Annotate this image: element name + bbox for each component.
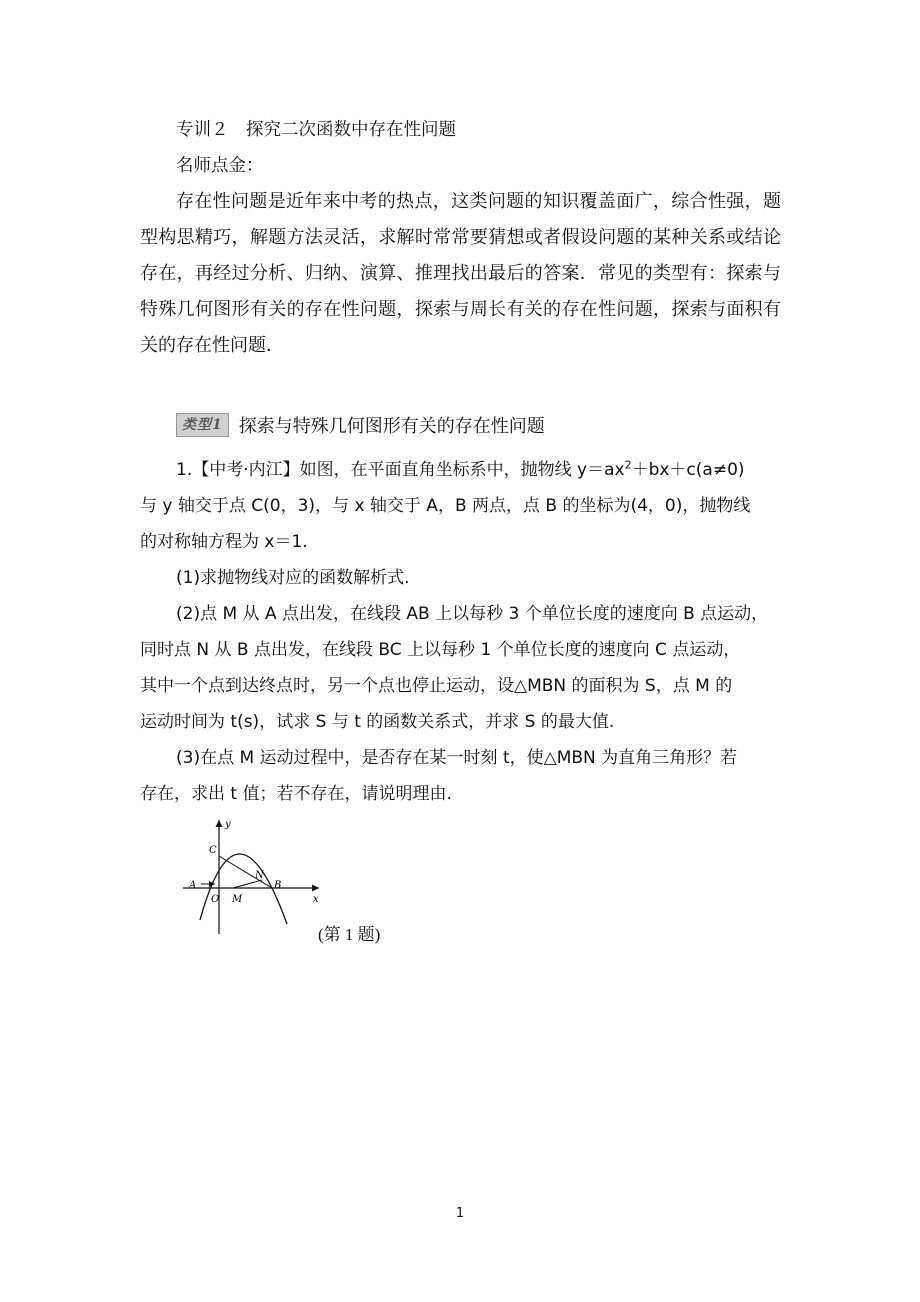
figure-caption: (第 1 题) xyxy=(318,925,381,944)
section-heading: 专训２ 探究二次函数中存在性问题 xyxy=(176,120,456,140)
question-2-line-4: 运动时间为 t(s)，试求 S 与 t 的函数关系式，并求 S 的最大值. xyxy=(140,712,615,732)
question-1: (1)求抛物线对应的函数解析式. xyxy=(176,568,410,588)
question-3-line-1: (3)在点 M 运动过程中，是否存在某一时刻 t，使△MBN 为直角三角形？若 xyxy=(176,748,738,768)
intro-line-1: 存在性问题是近年来中考的热点，这类问题的知识覆盖面广，综合性强，题 xyxy=(176,191,781,212)
label-b: B xyxy=(274,880,282,891)
type-badge: 类型1 xyxy=(176,413,229,437)
intro-line-3: 存在，再经过分析、归纳、演算、推理找出最后的答案．常见的类型有：探索与 xyxy=(140,263,781,284)
type-heading xyxy=(176,412,545,438)
problem-line-1 xyxy=(176,458,745,482)
segment-cb xyxy=(219,856,272,888)
label-a: A xyxy=(189,880,197,891)
question-2-line-3: 其中一个点到达终点时，另一个点也停止运动，设△MBN 的面积为 S，点 M 的 xyxy=(140,676,733,696)
section-subheading: 名师点金： xyxy=(176,156,264,176)
intro-line-4: 特殊几何图形有关的存在性问题，探索与周长有关的存在性问题，探索与面积有 xyxy=(140,299,781,320)
label-c: C xyxy=(209,845,217,856)
label-o: O xyxy=(211,894,220,905)
type-title: 探索与特殊几何图形有关的存在性问题 xyxy=(238,416,545,437)
label-m: M xyxy=(232,894,243,905)
question-2-line-1: (2)点 M 从 A 点出发，在线段 AB 上以每秒 3 个单位长度的速度向 B 点运动， xyxy=(176,604,769,624)
question-2-line-2: 同时点 N 从 B 点出发，在线段 BC 上以每秒 1 个单位长度的速度向 C 点运动， xyxy=(140,640,741,660)
label-x: x xyxy=(313,894,319,905)
intro-line-5: 关的存在性问题． xyxy=(140,335,284,356)
label-y: y xyxy=(225,819,231,830)
segment-mn xyxy=(233,880,262,888)
problem-line-2: 与 y 轴交于点 C(0，3)，与 x 轴交于 A，B 两点，点 B 的坐标为(4，0)，抛物线 xyxy=(140,496,751,516)
problem-line-1-b: ＋bx＋c(a≠0) xyxy=(631,460,745,480)
exponent: 2 xyxy=(624,458,632,472)
problem-line-3: 的对称轴方程为 x＝1. xyxy=(140,532,308,552)
problem-line-1-a: 1.【中考·内江】如图，在平面直角坐标系中，抛物线 y＝ax xyxy=(176,460,625,480)
question-3-line-2: 存在，求出 t 值；若不存在，请说明理由. xyxy=(140,784,452,804)
label-n: N xyxy=(255,870,264,881)
page-number: 1 xyxy=(455,1206,465,1221)
parabola-figure xyxy=(175,816,325,934)
intro-line-2: 型构思精巧，解题方法灵活，求解时常常要猜想或者假设问题的某种关系或结论 xyxy=(140,227,781,248)
